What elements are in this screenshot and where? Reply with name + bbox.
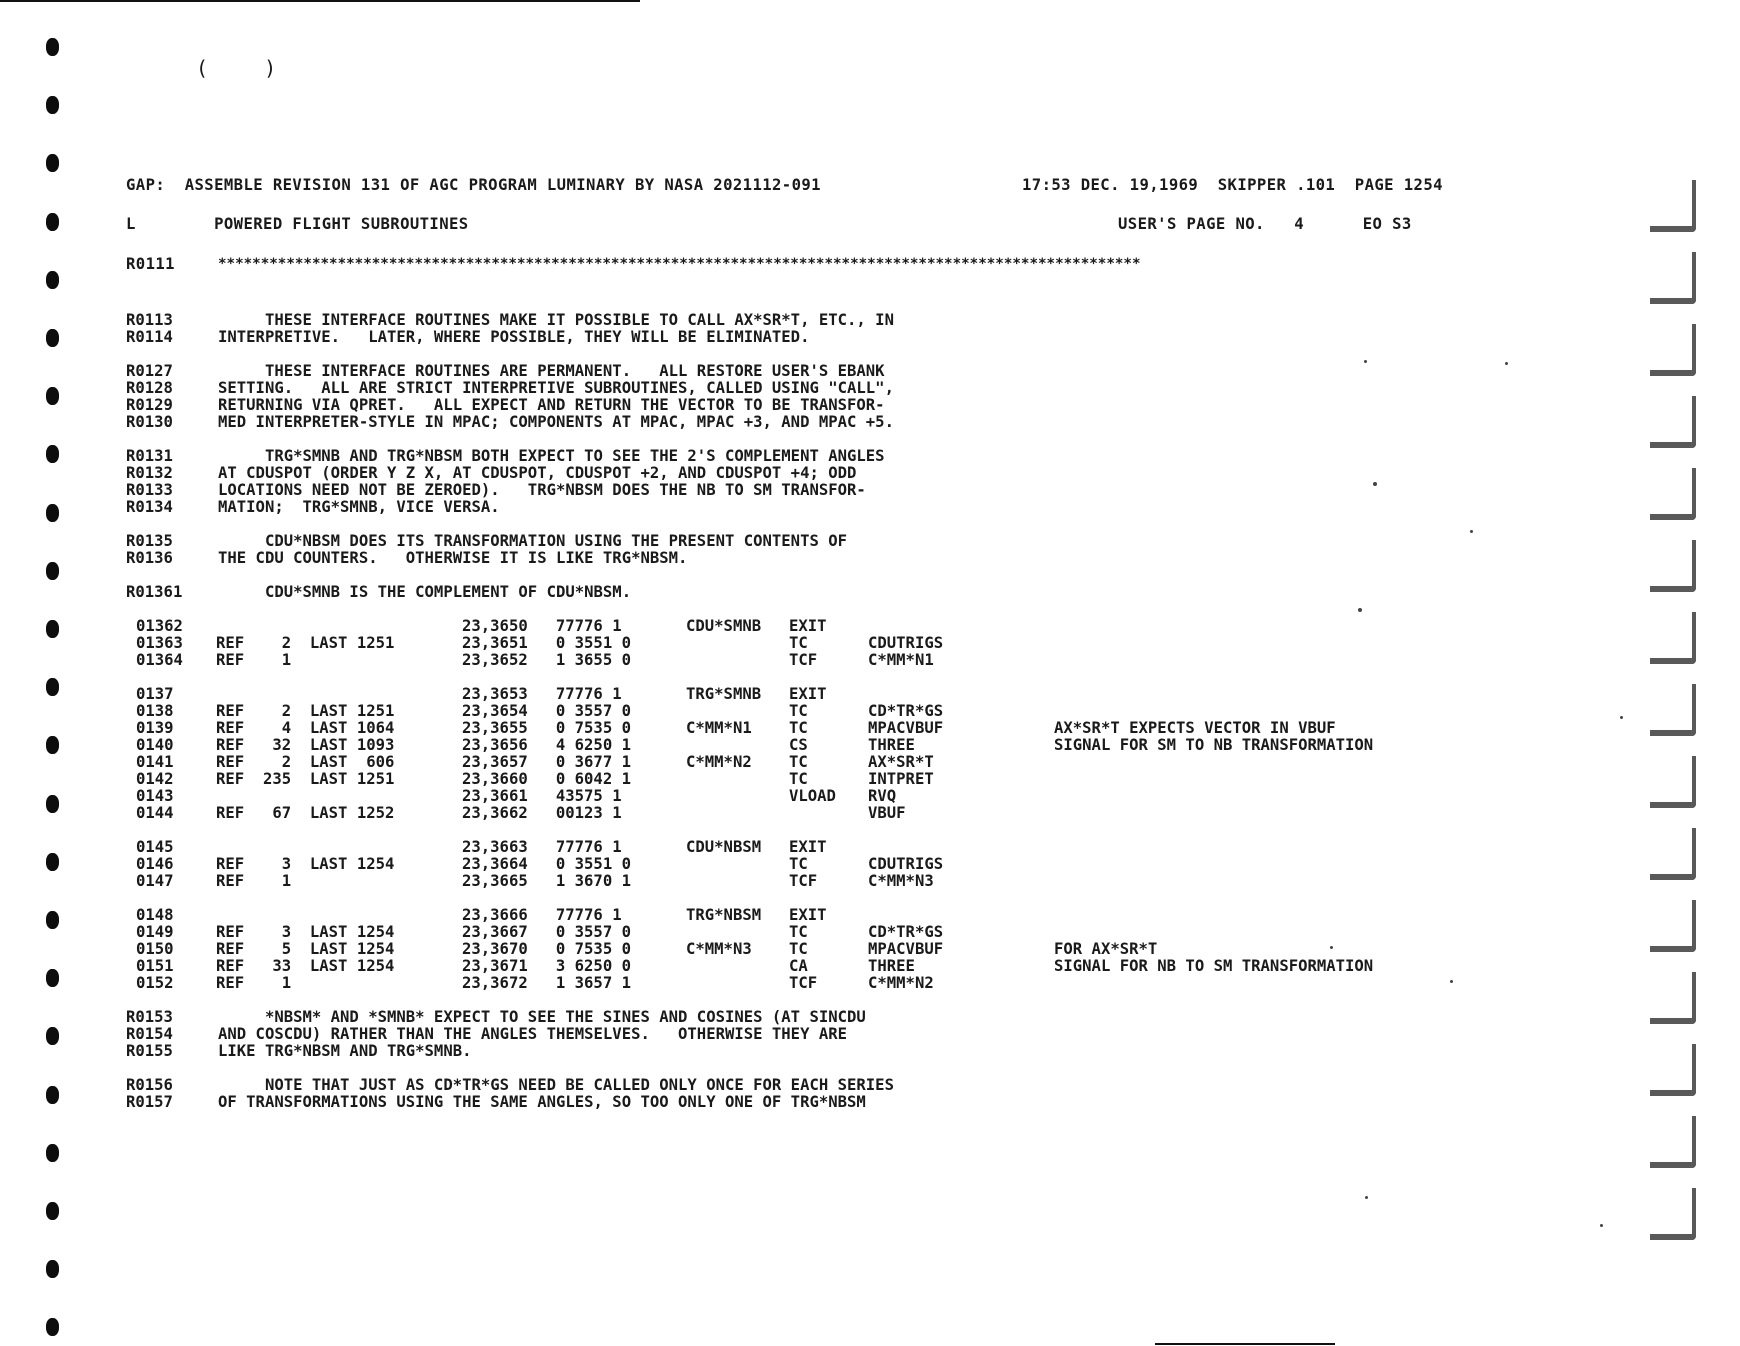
scan-speck bbox=[1373, 482, 1377, 486]
address-word: 23,3651 0 3551 0 bbox=[462, 634, 631, 652]
reference-info: REF 67 LAST 1252 bbox=[216, 804, 395, 822]
address-word: 23,3654 0 3557 0 bbox=[462, 702, 631, 720]
address-word: 23,3660 0 6042 1 bbox=[462, 770, 631, 788]
opcode: TCF bbox=[789, 651, 818, 669]
instruction-row bbox=[126, 652, 1526, 669]
punch-hole bbox=[46, 620, 59, 638]
spacer bbox=[126, 431, 1526, 448]
instruction-row bbox=[126, 975, 1526, 992]
instruction-row bbox=[126, 720, 1526, 737]
instruction-row bbox=[126, 788, 1526, 805]
edge-mark bbox=[1650, 828, 1696, 880]
comment-line bbox=[126, 1026, 1526, 1043]
comment-line bbox=[126, 414, 1526, 431]
punch-hole bbox=[46, 736, 59, 754]
punch-hole bbox=[46, 795, 59, 813]
spacer bbox=[126, 516, 1526, 533]
line-code: 0141 bbox=[136, 753, 174, 771]
operand: MPACVBUF bbox=[868, 719, 944, 737]
address-word: 23,3666 77776 1 bbox=[462, 906, 622, 924]
address-word: 23,3655 0 7535 0 bbox=[462, 719, 631, 737]
reference-info: REF 2 LAST 606 bbox=[216, 753, 395, 771]
line-code: R0157 bbox=[126, 1093, 173, 1111]
spacer bbox=[126, 346, 1526, 363]
edge-mark bbox=[1650, 1188, 1696, 1240]
opcode: TC bbox=[789, 634, 808, 652]
listing-header-left: GAP: ASSEMBLE REVISION 131 OF AGC PROGRAM LUMINARY BY NASA 2021112-091 bbox=[126, 176, 821, 194]
symbol-label: CDU*NBSM bbox=[686, 838, 762, 856]
line-code: R0156 bbox=[126, 1076, 173, 1094]
reference-info: REF 2 LAST 1251 bbox=[216, 634, 395, 652]
punch-hole bbox=[46, 969, 59, 987]
line-code: 0142 bbox=[136, 770, 174, 788]
opcode: TC bbox=[789, 770, 808, 788]
instruction-row bbox=[126, 805, 1526, 822]
edge-mark bbox=[1650, 540, 1696, 592]
scan-speck bbox=[1450, 980, 1453, 983]
punch-hole bbox=[46, 678, 59, 696]
scan-speck bbox=[1365, 1196, 1368, 1199]
operand: INTPRET bbox=[868, 770, 934, 788]
edge-mark bbox=[1650, 684, 1696, 736]
operand: C*MM*N2 bbox=[868, 974, 934, 992]
operand: MPACVBUF bbox=[868, 940, 944, 958]
section-title: L POWERED FLIGHT SUBROUTINES bbox=[126, 215, 469, 233]
scan-speck bbox=[1470, 530, 1473, 533]
operand: THREE bbox=[868, 957, 915, 975]
top-edge-rule bbox=[0, 0, 640, 2]
instruction-row bbox=[126, 839, 1526, 856]
punch-hole bbox=[46, 96, 59, 114]
bottom-edge-rule bbox=[1155, 1343, 1335, 1345]
instruction-row bbox=[126, 924, 1526, 941]
comment-line bbox=[126, 482, 1526, 499]
instruction-group bbox=[126, 618, 1526, 669]
instruction-row bbox=[126, 941, 1526, 958]
instruction-row bbox=[126, 873, 1526, 890]
instruction-row bbox=[126, 907, 1526, 924]
opcode: TC bbox=[789, 923, 808, 941]
opcode: CS bbox=[789, 736, 808, 754]
reference-info: REF 1 bbox=[216, 974, 292, 992]
scan-speck bbox=[1330, 946, 1333, 949]
punch-hole bbox=[46, 504, 59, 522]
operand: CD*TR*GS bbox=[868, 702, 944, 720]
line-code: R0130 bbox=[126, 413, 173, 431]
line-code: R0113 bbox=[126, 311, 173, 329]
opcode: EXIT bbox=[789, 838, 827, 856]
line-code: 0152 bbox=[136, 974, 174, 992]
line-code: 01364 bbox=[136, 651, 183, 669]
spacer bbox=[126, 822, 1526, 839]
punch-hole bbox=[46, 562, 59, 580]
comment-text: MED INTERPRETER-STYLE IN MPAC; COMPONENTS AT MPAC, MPAC +3, AND MPAC +5. bbox=[218, 413, 894, 431]
address-word: 23,3653 77776 1 bbox=[462, 685, 622, 703]
opcode: TC bbox=[789, 855, 808, 873]
scan-speck bbox=[1620, 716, 1623, 719]
instruction-group bbox=[126, 839, 1526, 890]
operand: VBUF bbox=[868, 804, 906, 822]
inline-comment: SIGNAL FOR NB TO SM TRANSFORMATION bbox=[1054, 957, 1374, 975]
line-code: R0134 bbox=[126, 498, 173, 516]
comment-line bbox=[126, 312, 1526, 329]
line-code: R0114 bbox=[126, 328, 173, 346]
line-code: R0136 bbox=[126, 549, 173, 567]
edge-mark bbox=[1650, 1044, 1696, 1096]
comment-line bbox=[126, 1077, 1526, 1094]
address-word: 23,3657 0 3677 1 bbox=[462, 753, 631, 771]
punch-hole bbox=[46, 1027, 59, 1045]
operand: CDUTRIGS bbox=[868, 634, 944, 652]
punch-hole bbox=[46, 445, 59, 463]
punch-hole bbox=[46, 1144, 59, 1162]
scan-speck bbox=[1505, 362, 1508, 365]
comment-block bbox=[126, 1077, 1526, 1111]
edge-mark bbox=[1650, 972, 1696, 1024]
comment-text: THESE INTERFACE ROUTINES MAKE IT POSSIBLE TO CALL AX*SR*T, ETC., IN bbox=[218, 311, 894, 329]
line-code: R01361 bbox=[126, 583, 183, 601]
punch-hole bbox=[46, 387, 59, 405]
operand: C*MM*N1 bbox=[868, 651, 934, 669]
punch-hole bbox=[46, 329, 59, 347]
instruction-row bbox=[126, 737, 1526, 754]
reference-info: REF 3 LAST 1254 bbox=[216, 855, 395, 873]
symbol-label: TRG*SMNB bbox=[686, 685, 762, 703]
line-code: 0140 bbox=[136, 736, 174, 754]
reference-info: REF 1 bbox=[216, 872, 292, 890]
inline-comment: SIGNAL FOR SM TO NB TRANSFORMATION bbox=[1054, 736, 1374, 754]
operand: CDUTRIGS bbox=[868, 855, 944, 873]
comment-text: CDU*SMNB IS THE COMPLEMENT OF CDU*NBSM. bbox=[218, 583, 632, 601]
scan-speck bbox=[1364, 360, 1367, 363]
punch-hole bbox=[46, 213, 59, 231]
opcode: TC bbox=[789, 753, 808, 771]
line-code: 0147 bbox=[136, 872, 174, 890]
opcode: VLOAD bbox=[789, 787, 836, 805]
address-word: 23,3656 4 6250 1 bbox=[462, 736, 631, 754]
edge-mark bbox=[1650, 252, 1696, 304]
address-word: 23,3662 00123 1 bbox=[462, 804, 622, 822]
instruction-row bbox=[126, 635, 1526, 652]
edge-mark bbox=[1650, 900, 1696, 952]
comment-text: THE CDU COUNTERS. OTHERWISE IT IS LIKE TRG*NBSM. bbox=[218, 549, 688, 567]
line-code: 01363 bbox=[136, 634, 183, 652]
inline-comment: FOR AX*SR*T bbox=[1054, 940, 1158, 958]
edge-mark bbox=[1650, 324, 1696, 376]
edge-mark bbox=[1650, 468, 1696, 520]
symbol-label: C*MM*N3 bbox=[686, 940, 752, 958]
comment-line bbox=[126, 1043, 1526, 1060]
comment-line bbox=[126, 380, 1526, 397]
spacer bbox=[126, 1060, 1526, 1077]
comment-line bbox=[126, 465, 1526, 482]
listing-header-right: 17:53 DEC. 19,1969 SKIPPER .101 PAGE 1254 bbox=[1022, 176, 1443, 194]
line-code: 0146 bbox=[136, 855, 174, 873]
stars-line-code: R0111 bbox=[126, 255, 175, 273]
spacer bbox=[126, 601, 1526, 618]
comment-line bbox=[126, 1009, 1526, 1026]
comment-text: TRG*SMNB AND TRG*NBSM BOTH EXPECT TO SEE THE 2'S COMPLEMENT ANGLES bbox=[218, 447, 885, 465]
line-code: 0137 bbox=[136, 685, 174, 703]
line-code: 0150 bbox=[136, 940, 174, 958]
address-word: 23,3665 1 3670 1 bbox=[462, 872, 631, 890]
address-word: 23,3672 1 3657 1 bbox=[462, 974, 631, 992]
spacer bbox=[126, 992, 1526, 1009]
symbol-label: C*MM*N2 bbox=[686, 753, 752, 771]
comment-line bbox=[126, 329, 1526, 346]
line-code: R0127 bbox=[126, 362, 173, 380]
line-code: 0144 bbox=[136, 804, 174, 822]
line-code: 01362 bbox=[136, 617, 183, 635]
line-code: 0149 bbox=[136, 923, 174, 941]
edge-mark bbox=[1650, 1116, 1696, 1168]
comment-text: SETTING. ALL ARE STRICT INTERPRETIVE SUBROUTINES, CALLED USING "CALL", bbox=[218, 379, 894, 397]
punch-hole bbox=[46, 1260, 59, 1278]
address-word: 23,3667 0 3557 0 bbox=[462, 923, 631, 941]
operand: C*MM*N3 bbox=[868, 872, 934, 890]
punch-hole bbox=[46, 1202, 59, 1220]
address-word: 23,3670 0 7535 0 bbox=[462, 940, 631, 958]
inline-comment: AX*SR*T EXPECTS VECTOR IN VBUF bbox=[1054, 719, 1336, 737]
punch-hole bbox=[46, 271, 59, 289]
spacer bbox=[126, 669, 1526, 686]
address-word: 23,3661 43575 1 bbox=[462, 787, 622, 805]
comment-text: *NBSM* AND *SMNB* EXPECT TO SEE THE SINES AND COSINES (AT SINCDU bbox=[218, 1008, 866, 1026]
comment-line bbox=[126, 550, 1526, 567]
punch-hole bbox=[46, 1086, 59, 1104]
instruction-row bbox=[126, 754, 1526, 771]
line-code: R0132 bbox=[126, 464, 173, 482]
stars-separator: ************************************************************************************************************ bbox=[218, 256, 1141, 272]
operand: CD*TR*GS bbox=[868, 923, 944, 941]
scan-speck bbox=[1600, 1224, 1603, 1227]
symbol-label: C*MM*N1 bbox=[686, 719, 752, 737]
operand: RVQ bbox=[868, 787, 897, 805]
comment-text: THESE INTERFACE ROUTINES ARE PERMANENT. ALL RESTORE USER'S EBANK bbox=[218, 362, 885, 380]
instruction-group bbox=[126, 686, 1526, 822]
opcode: EXIT bbox=[789, 685, 827, 703]
line-code: R0131 bbox=[126, 447, 173, 465]
line-code: 0138 bbox=[136, 702, 174, 720]
address-word: 23,3663 77776 1 bbox=[462, 838, 622, 856]
symbol-label: TRG*NBSM bbox=[686, 906, 762, 924]
comment-block bbox=[126, 312, 1526, 346]
comment-text: MATION; TRG*SMNB, VICE VERSA. bbox=[218, 498, 500, 516]
punch-hole bbox=[46, 911, 59, 929]
comment-text: OF TRANSFORMATIONS USING THE SAME ANGLES, SO TOO ONLY ONE OF TRG*NBSM bbox=[218, 1093, 866, 1111]
opcode: EXIT bbox=[789, 617, 827, 635]
edge-mark bbox=[1650, 180, 1696, 232]
address-word: 23,3671 3 6250 0 bbox=[462, 957, 631, 975]
comment-block bbox=[126, 1009, 1526, 1060]
address-word: 23,3650 77776 1 bbox=[462, 617, 622, 635]
spacer bbox=[126, 890, 1526, 907]
reference-info: REF 2 LAST 1251 bbox=[216, 702, 395, 720]
instruction-group bbox=[126, 907, 1526, 992]
listing-body bbox=[126, 312, 1526, 1111]
comment-text: CDU*NBSM DOES ITS TRANSFORMATION USING THE PRESENT CONTENTS OF bbox=[218, 532, 848, 550]
reference-info: REF 235 LAST 1251 bbox=[216, 770, 395, 788]
edge-mark bbox=[1650, 756, 1696, 808]
margin-paren: ( ) bbox=[196, 56, 299, 80]
opcode: CA bbox=[789, 957, 808, 975]
line-code: 0148 bbox=[136, 906, 174, 924]
reference-info: REF 4 LAST 1064 bbox=[216, 719, 395, 737]
line-code: R0129 bbox=[126, 396, 173, 414]
comment-text: LOCATIONS NEED NOT BE ZEROED). TRG*NBSM DOES THE NB TO SM TRANSFOR- bbox=[218, 481, 866, 499]
comment-block bbox=[126, 533, 1526, 567]
line-code: R0135 bbox=[126, 532, 173, 550]
symbol-label: CDU*SMNB bbox=[686, 617, 762, 635]
comment-line bbox=[126, 1094, 1526, 1111]
comment-line bbox=[126, 397, 1526, 414]
line-code: R0133 bbox=[126, 481, 173, 499]
instruction-row bbox=[126, 618, 1526, 635]
reference-info: REF 3 LAST 1254 bbox=[216, 923, 395, 941]
reference-info: REF 32 LAST 1093 bbox=[216, 736, 395, 754]
opcode: TC bbox=[789, 940, 808, 958]
address-word: 23,3664 0 3551 0 bbox=[462, 855, 631, 873]
operand: AX*SR*T bbox=[868, 753, 934, 771]
comment-text: RETURNING VIA QPRET. ALL EXPECT AND RETURN THE VECTOR TO BE TRANSFOR- bbox=[218, 396, 885, 414]
address-word: 23,3652 1 3655 0 bbox=[462, 651, 631, 669]
instruction-row bbox=[126, 856, 1526, 873]
comment-line bbox=[126, 533, 1526, 550]
opcode: TCF bbox=[789, 872, 818, 890]
line-code: R0154 bbox=[126, 1025, 173, 1043]
punch-hole bbox=[46, 853, 59, 871]
comment-line bbox=[126, 448, 1526, 465]
line-code: 0151 bbox=[136, 957, 174, 975]
comment-block bbox=[126, 363, 1526, 431]
comment-text: AND COSCDU) RATHER THAN THE ANGLES THEMSELVES. OTHERWISE THEY ARE bbox=[218, 1025, 848, 1043]
line-code: 0139 bbox=[136, 719, 174, 737]
instruction-row bbox=[126, 686, 1526, 703]
reference-info: REF 5 LAST 1254 bbox=[216, 940, 395, 958]
line-code: R0155 bbox=[126, 1042, 173, 1060]
opcode: EXIT bbox=[789, 906, 827, 924]
punch-hole bbox=[46, 154, 59, 172]
edge-mark bbox=[1650, 612, 1696, 664]
edge-mark bbox=[1650, 396, 1696, 448]
comment-line bbox=[126, 584, 1526, 601]
line-code: 0145 bbox=[136, 838, 174, 856]
comment-text: LIKE TRG*NBSM AND TRG*SMNB. bbox=[218, 1042, 472, 1060]
instruction-row bbox=[126, 958, 1526, 975]
punch-hole bbox=[46, 1318, 59, 1336]
comment-text: NOTE THAT JUST AS CD*TR*GS NEED BE CALLED ONLY ONCE FOR EACH SERIES bbox=[218, 1076, 894, 1094]
punch-hole bbox=[46, 38, 59, 56]
line-code: 0143 bbox=[136, 787, 174, 805]
reference-info: REF 33 LAST 1254 bbox=[216, 957, 395, 975]
operand: THREE bbox=[868, 736, 915, 754]
instruction-row bbox=[126, 771, 1526, 788]
scan-speck bbox=[1358, 608, 1362, 612]
opcode: TCF bbox=[789, 974, 818, 992]
instruction-row bbox=[126, 703, 1526, 720]
comment-line bbox=[126, 363, 1526, 380]
spacer bbox=[126, 567, 1526, 584]
line-code: R0128 bbox=[126, 379, 173, 397]
line-code: R0153 bbox=[126, 1008, 173, 1026]
reference-info: REF 1 bbox=[216, 651, 292, 669]
opcode: TC bbox=[789, 719, 808, 737]
comment-block bbox=[126, 448, 1526, 516]
comment-line bbox=[126, 499, 1526, 516]
comment-block bbox=[126, 584, 1526, 601]
comment-text: INTERPRETIVE. LATER, WHERE POSSIBLE, THEY WILL BE ELIMINATED. bbox=[218, 328, 810, 346]
user-page-number: USER'S PAGE NO. 4 EO S3 bbox=[1118, 215, 1412, 233]
opcode: TC bbox=[789, 702, 808, 720]
comment-text: AT CDUSPOT (ORDER Y Z X, AT CDUSPOT, CDUSPOT +2, AND CDUSPOT +4; ODD bbox=[218, 464, 857, 482]
